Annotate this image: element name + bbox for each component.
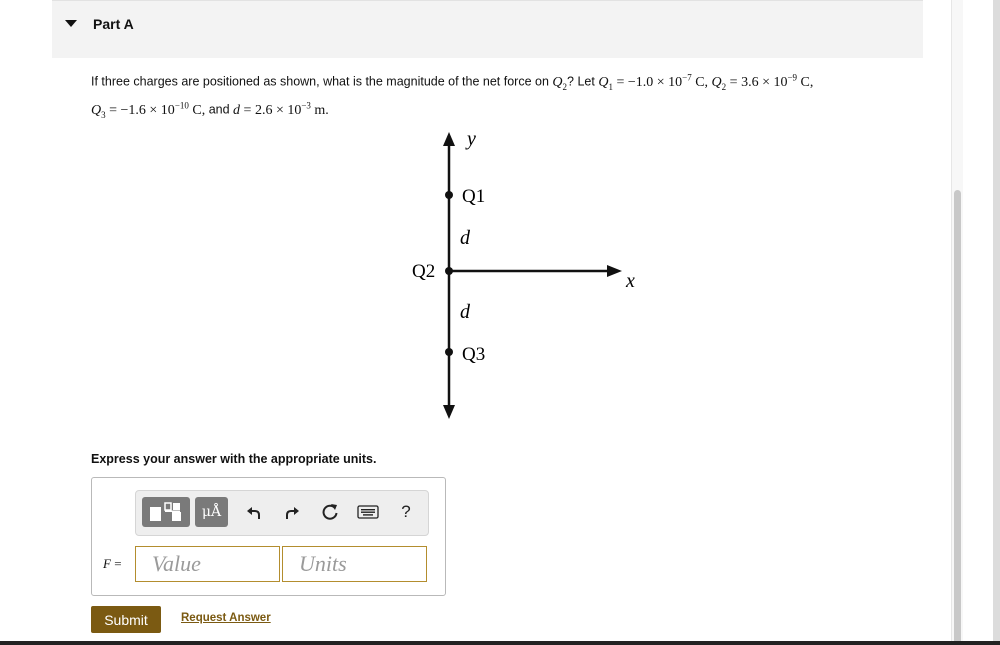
y-axis-arrow-down	[443, 405, 455, 419]
request-answer-link[interactable]: Request Answer	[181, 612, 271, 624]
help-icon[interactable]: ?	[401, 502, 411, 521]
y-axis-arrow-up	[443, 132, 455, 146]
redo-icon[interactable]	[278, 497, 306, 527]
part-title: Part A	[93, 16, 134, 32]
units-input[interactable]	[282, 546, 427, 582]
charge-q3-dot	[445, 348, 453, 356]
distance-upper-label: d	[460, 227, 470, 249]
x-axis-arrow	[607, 265, 622, 277]
charge-q3-label: Q3	[462, 344, 486, 365]
x-axis-label: x	[626, 270, 635, 292]
keyboard-icon[interactable]	[354, 497, 382, 527]
charge-q2-label: Q2	[412, 261, 436, 282]
charge-diagram	[400, 120, 660, 430]
charge-q2-dot	[445, 267, 453, 275]
distance-lower-label: d	[460, 301, 470, 323]
answer-instructions: Express your answer with the appropriate units.	[91, 452, 377, 466]
templates-icon[interactable]	[142, 497, 190, 527]
value-input[interactable]	[135, 546, 280, 582]
charge-q1-dot	[445, 191, 453, 199]
answer-variable-label: F =	[103, 556, 122, 571]
bottom-border	[0, 641, 1000, 645]
scrollbar-thumb[interactable]	[954, 190, 961, 645]
units-icon[interactable]: μÅ	[195, 497, 228, 527]
reset-icon[interactable]	[316, 497, 344, 527]
undo-icon[interactable]	[240, 497, 268, 527]
window-edge	[993, 0, 1000, 645]
submit-button[interactable]: Submit	[91, 606, 161, 633]
part-header	[52, 0, 923, 58]
y-axis-label: y	[467, 128, 476, 150]
math-toolbar	[135, 490, 429, 536]
question-text: If three charges are positioned as shown, what is the magnitude of the net force on $Q_2$? Let $Q_1 = -1.0 \times 10^{-7}$ C, $Q_2 = 3.6 \times 10^{-9}$ C, $Q_3 = -1.6 \times 10^{-10}$ C, and $d = 2.6 \times 10^{-3}$ m.	[91, 72, 814, 120]
charge-q1-label: Q1	[462, 186, 486, 207]
collapse-caret-icon[interactable]	[65, 20, 77, 27]
